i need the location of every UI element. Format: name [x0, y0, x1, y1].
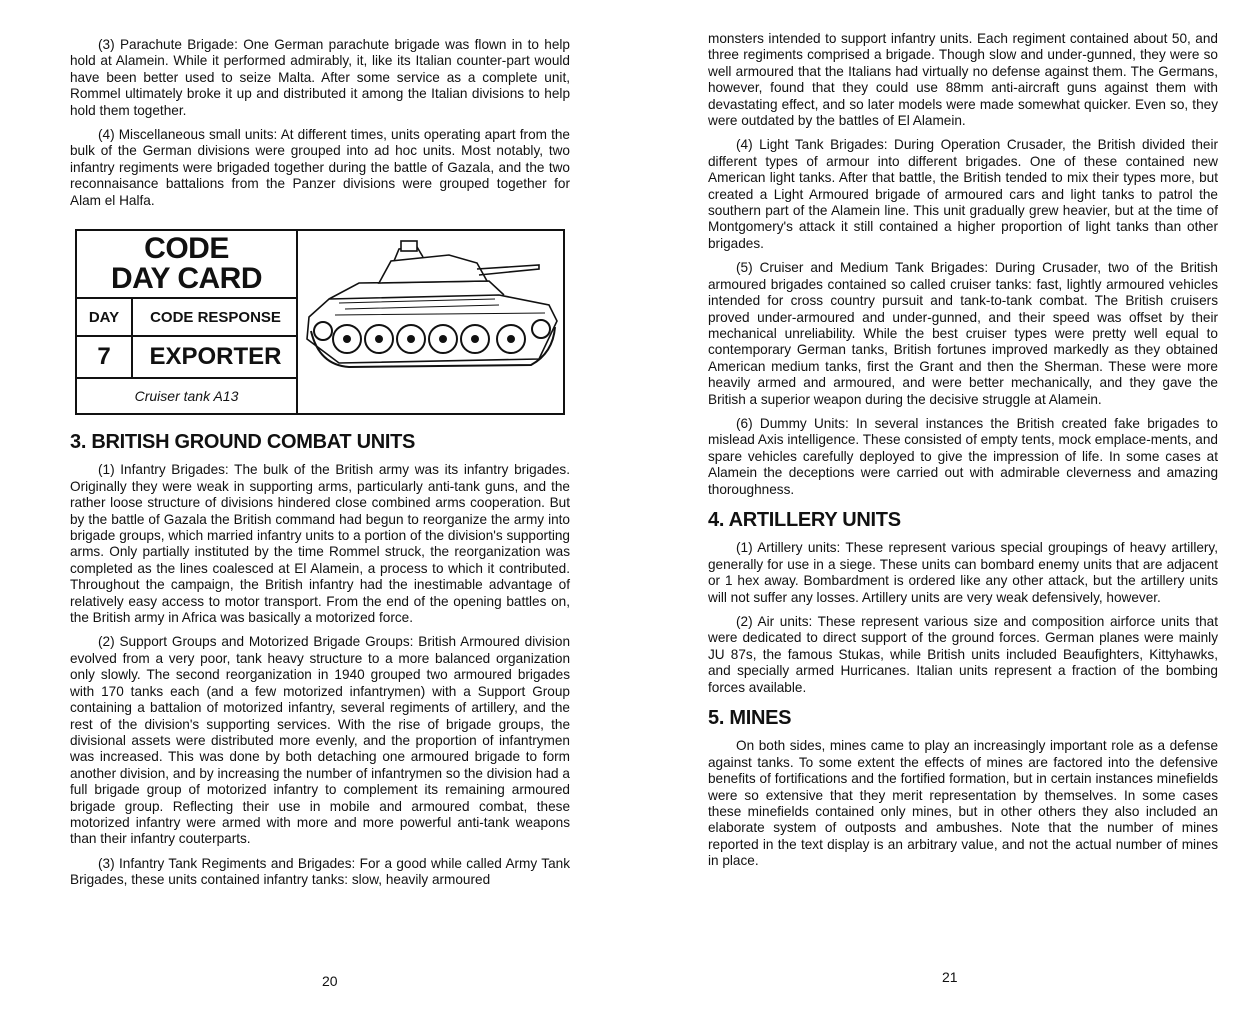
- section-heading-mines: 5. MINES: [708, 707, 792, 730]
- paragraph-mines: On both sides, mines came to play an increasingly important role as a defense against tanks. To some extent the effects of mines are factored into the defensive benefits of fortifications and the fortified formation, but in certain instances minefields were so extensive that they merit representation by themselves. In some cases these minefields contained only mines, but in other others they also included an elaborate system of outposts and ambushes. Note that the number of mines reported in the text display is an arbitrary value, and not the actual number of mines in place.: [708, 738, 1218, 869]
- section-heading-british-ground-units: 3. BRITISH GROUND COMBAT UNITS: [70, 431, 416, 453]
- card-title-line-2: DAY CARD: [110, 262, 263, 295]
- card-day-value: 7: [77, 337, 133, 377]
- card-day-header: DAY: [77, 299, 133, 337]
- card-title-line-1: CODE: [144, 232, 229, 265]
- right-page: [628, 0, 1257, 1011]
- paragraph-support-groups: (2) Support Groups and Motorized Brigade Groups: British Armoured division evolved from a very poor, tank heavy structure to a more balanced organization only slowly. The second reorganization in 1940 grouped two armoured brigades with 170 tanks each (and a few motorized infantrymen) with a Support Group containing a battalion of motorized infantry, several regiments of artillery, and the rest of the division's supporting services. With the rise of brigade groups, the divisional assets were distributed more evenly, and the proportion of infantrymen was increased. This was done by both detaching one armoured brigade to form another division, and by increasing the number of infantrymen so the division had a full brigade group of motorized infantry to complement its remaining armoured brigade group. Reflecting their use in mobile and armoured combat, these motorized infantry were armed with more and more powerful anti-tank weapons than their infantry couterparts.: [70, 634, 570, 847]
- left-top-text: [70, 37, 570, 217]
- paragraph-light-tank-brigades: (4) Light Tank Brigades: During Operation Crusader, the British divided their different types of armour into different brigades. One of these contained new American light tanks. After that battle, the British tended to mix their types more, but created a Light Armoured brigade of armoured cars and light tanks to patrol the southern part of the Alamein line. This unit gradually grew heavier, but at the time of Montgomery's attack it still contained a higher proportion of light tanks than other brigades.: [708, 137, 1218, 251]
- left-section-3: [70, 431, 570, 897]
- card-response-value: EXPORTER: [149, 343, 282, 370]
- paragraph-air-units: (2) Air units: These represent various size and composition airforce units that were dedicated to direct support of the ground forces. German planes were mainly JU 87s, the famous Stukas, while British units included Beaufighters, Kittyhawks, and specially armed Hurricanes. Italian units represent a fraction of the bombing forces available.: [708, 614, 1218, 695]
- paragraph-infantry-tanks-continued: monsters intended to support infantry units. Each regiment contained about 50, and three regiments comprised a brigade. Though slow and under-gunned, they were so well armoured that the Italians had virtually no defense against them. The Germans, however, found that they could use 88mm anti-aircraft guns against them with devastating effect, and so later models were made somewhat quicker. Even so, they were outdated by the battles of El Alamein.: [708, 31, 1218, 129]
- code-day-card-title: [77, 231, 296, 297]
- page-number-right: 21: [942, 969, 958, 985]
- section-heading-artillery-units: 4. ARTILLERY UNITS: [708, 508, 901, 531]
- card-response-header: CODE RESPONSE: [150, 309, 281, 326]
- paragraph-dummy-units: (6) Dummy Units: In several instances the British created fake brigades to mislead Axis intelligence. These consisted of empty tents, mock emplace-ments, and spare vehicles carefully deployed to give the impression of life. In some cases at Alamein the deceptions were carried out with admirable cleverness and amazing thoroughness.: [708, 415, 1218, 497]
- code-day-card-table: [77, 231, 298, 413]
- paragraph-cruiser-medium-tanks: (5) Cruiser and Medium Tank Brigades: During Crusader, two of the British armoured brigades contained so called cruiser tanks: fast, lightly armoured vehicles intended for cross country pursuit and tank-to-tank combat. The British cruisers proved under-armoured and under-gunned, and their speed was offset by their mechanical unreliability. While the best cruiser types were pretty well equal to contemporary German tanks, British fortunes improved markedly as they obtained American medium tanks, first the Grant and then the Sherman. These were more heavily armed and armoured, and were better mechanically, and they gave the British a superior weapon during the decisive struggle at Alamein.: [708, 260, 1218, 407]
- cruiser-tank-illustration: [299, 239, 561, 379]
- paragraph-infantry-brigades: (1) Infantry Brigades: The bulk of the British army was its infantry brigades. Originally they were weak in supporting arms, particularly anti-tank guns, and the rather loose structure of divisions hindered close combined arms cooperation. But by the battle of Gazala the British command had begun to reorganize the army into brigade groups, which married infantry units to a portion of the division's supporting arms. Only partially instituted by the time Rommel struck, the reorganization was completed as the lines coalesced at El Alamein, a process to which it contributed. Throughout the campaign, the British infantry had the inestimable advantage of relatively easy access to motor transport. From the end of the opening battles on, the British army in Africa was basically a motorized force.: [70, 462, 570, 626]
- paragraph-infantry-tank-regiments: (3) Infantry Tank Regiments and Brigades: For a good while called Army Tank Brigades, these units contained infantry tanks: slow, heavily armoured: [70, 855, 570, 888]
- card-header-row: [77, 297, 296, 337]
- page-number-left: 20: [322, 973, 338, 989]
- left-page: [0, 0, 628, 1011]
- card-value-row: [77, 335, 296, 377]
- paragraph-parachute-brigade: (3) Parachute Brigade: One German parachute brigade was flown in to help hold at Alamein. While it performed admirably, it, like its Italian counter-part would have been better used to seize Malta. After some service as a complete unit, Rommel ultimately broke it up and distributed it among the Italian divisions to help hold them together.: [70, 37, 570, 118]
- code-day-card: [75, 229, 565, 415]
- paragraph-artillery-units: (1) Artillery units: These represent various special groupings of heavy artillery, generally for use in a siege. These units can bombard enemy units that are adjacent or 1 hex away. Bombardment is ordered like any other attack, but the artillery units will not suffer any losses. Artillery units are very weak defensively, however.: [708, 540, 1218, 605]
- card-caption: Cruiser tank A13: [77, 377, 296, 413]
- right-top-text: [708, 31, 1218, 878]
- paragraph-misc-small-units: (4) Miscellaneous small units: At different times, units operating apart from the bulk of the German divisions were grouped into ad hoc units. Most notably, two infantry regiments were brigaded together during the battle of Gazala, and the two reconnaisance battalions from the Panzer divisions were grouped together for Alam el Halfa.: [70, 127, 570, 208]
